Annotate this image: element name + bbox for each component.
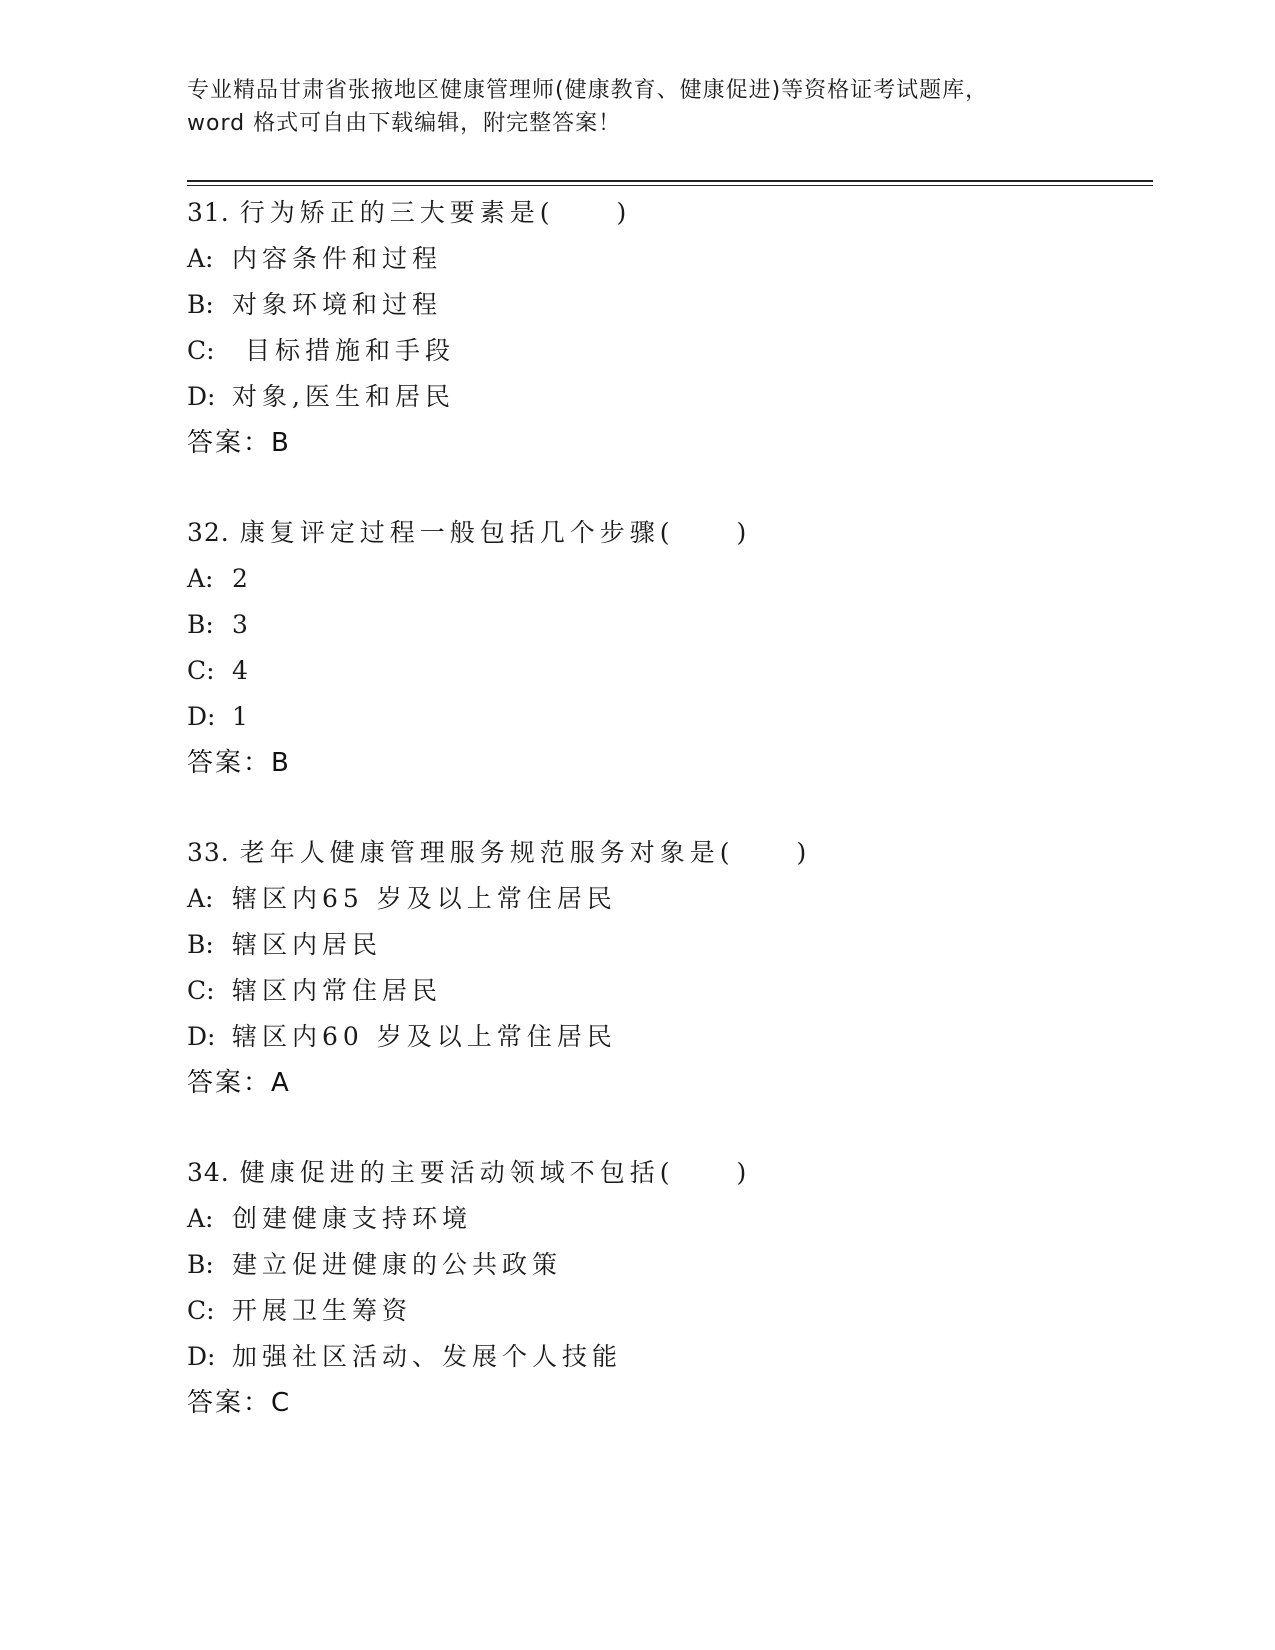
option-text: 辖区内60 岁及以上常住居民 bbox=[232, 1022, 617, 1051]
question-33 bbox=[187, 830, 1147, 1106]
option-c bbox=[187, 1288, 1147, 1334]
option-letter: D: bbox=[187, 702, 216, 731]
option-b bbox=[187, 922, 1147, 968]
option-c bbox=[187, 968, 1147, 1014]
question-stem bbox=[187, 1150, 1147, 1196]
option-a bbox=[187, 556, 1147, 602]
option-text: 4 bbox=[232, 656, 253, 685]
option-letter: B: bbox=[187, 930, 214, 959]
option-d bbox=[187, 374, 1147, 420]
question-paren-close: ) bbox=[736, 518, 752, 547]
option-c bbox=[187, 328, 1147, 374]
question-32 bbox=[187, 510, 1147, 786]
header-line-1: 专业精品甘肃省张掖地区健康管理师(健康教育、健康促进)等资格证考试题库， bbox=[187, 78, 989, 103]
option-text: 内容条件和过程 bbox=[232, 244, 443, 273]
option-text: 1 bbox=[232, 702, 253, 731]
option-a bbox=[187, 1196, 1147, 1242]
option-b bbox=[187, 1242, 1147, 1288]
question-text: 健康促进的主要活动领域不包括( bbox=[239, 1158, 675, 1187]
option-d bbox=[187, 1334, 1147, 1380]
question-number: 34. bbox=[187, 1158, 230, 1187]
option-text: 3 bbox=[232, 610, 253, 639]
question-stem bbox=[187, 190, 1147, 236]
option-text: 对象,医生和居民 bbox=[232, 382, 455, 411]
option-letter: D: bbox=[187, 1022, 216, 1051]
option-a bbox=[187, 236, 1147, 282]
question-text: 康复评定过程一般包括几个步骤( bbox=[239, 518, 675, 547]
option-letter: A: bbox=[187, 244, 214, 273]
option-b bbox=[187, 602, 1147, 648]
question-paren-close: ) bbox=[796, 838, 812, 867]
option-text: 辖区内居民 bbox=[232, 930, 383, 959]
question-number: 31. bbox=[187, 198, 230, 227]
header-divider-thick bbox=[187, 180, 1153, 182]
option-letter: A: bbox=[187, 564, 214, 593]
option-text: 辖区内65 岁及以上常住居民 bbox=[232, 884, 617, 913]
option-letter: D: bbox=[187, 382, 216, 411]
option-text: 目标措施和手段 bbox=[232, 336, 455, 365]
option-letter: D: bbox=[187, 1342, 216, 1371]
option-letter: B: bbox=[187, 290, 214, 319]
answer-line: 答案：B bbox=[187, 428, 291, 458]
option-text: 2 bbox=[232, 564, 253, 593]
question-34 bbox=[187, 1150, 1147, 1426]
question-paren-close: ) bbox=[616, 198, 632, 227]
answer-line: 答案：C bbox=[187, 1388, 292, 1418]
option-letter: C: bbox=[187, 656, 215, 685]
option-text: 开展卫生筹资 bbox=[232, 1296, 413, 1325]
option-letter: C: bbox=[187, 336, 215, 365]
option-letter: C: bbox=[187, 976, 215, 1005]
question-stem bbox=[187, 830, 1147, 876]
option-text: 对象环境和过程 bbox=[232, 290, 443, 319]
question-stem bbox=[187, 510, 1147, 556]
option-letter: B: bbox=[187, 610, 214, 639]
option-text: 辖区内常住居民 bbox=[232, 976, 443, 1005]
question-31 bbox=[187, 190, 1147, 466]
option-a bbox=[187, 876, 1147, 922]
option-d bbox=[187, 1014, 1147, 1060]
option-letter: C: bbox=[187, 1296, 215, 1325]
question-number: 33. bbox=[187, 838, 230, 867]
option-d bbox=[187, 694, 1147, 740]
option-c bbox=[187, 648, 1147, 694]
option-b bbox=[187, 282, 1147, 328]
question-text: 老年人健康管理服务规范服务对象是( bbox=[239, 838, 735, 867]
answer-line: 答案：B bbox=[187, 748, 291, 778]
question-number: 32. bbox=[187, 518, 230, 547]
option-text: 加强社区活动、发展个人技能 bbox=[232, 1342, 623, 1371]
question-text: 行为矫正的三大要素是( bbox=[239, 198, 555, 227]
option-letter: B: bbox=[187, 1250, 214, 1279]
document-header bbox=[187, 74, 1087, 140]
answer-line: 答案：A bbox=[187, 1068, 291, 1098]
option-text: 建立促进健康的公共政策 bbox=[232, 1250, 563, 1279]
option-letter: A: bbox=[187, 884, 214, 913]
header-divider-thin bbox=[187, 185, 1153, 186]
header-line-2: word 格式可自由下载编辑，附完整答案！ bbox=[187, 111, 622, 136]
option-text: 创建健康支持环境 bbox=[232, 1204, 473, 1233]
option-letter: A: bbox=[187, 1204, 214, 1233]
question-paren-close: ) bbox=[736, 1158, 752, 1187]
